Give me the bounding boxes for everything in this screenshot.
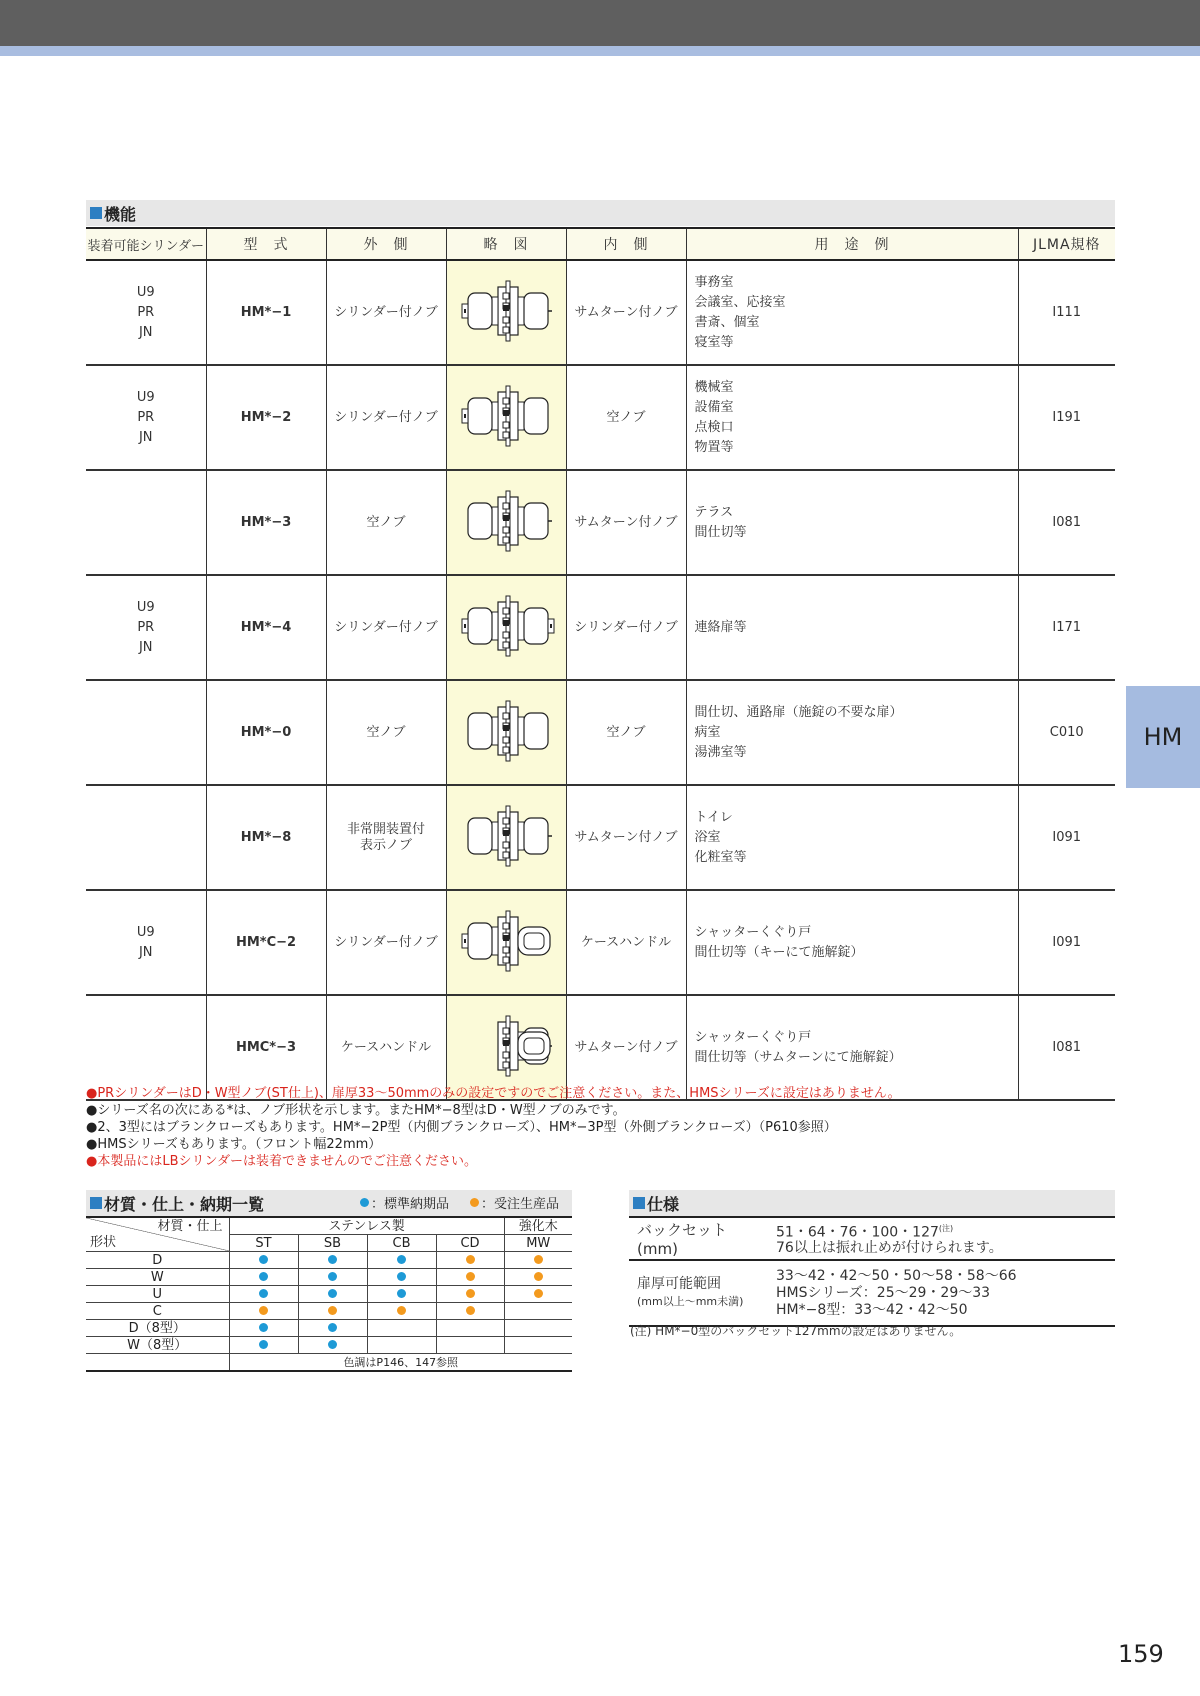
availability-cell xyxy=(504,1269,572,1286)
cylinder-cell xyxy=(86,575,206,680)
cylinder-cell xyxy=(86,260,206,365)
standard-dot-icon xyxy=(328,1323,337,1332)
standard-dot-icon xyxy=(360,1198,369,1207)
order-dot-icon xyxy=(466,1272,475,1281)
materials-row xyxy=(86,1286,572,1303)
order-dot-icon xyxy=(466,1289,475,1298)
shape-cell: U xyxy=(86,1286,229,1303)
notes-list xyxy=(86,1085,901,1170)
outside-text: シリンダー付ノブ xyxy=(334,304,438,320)
finish-column-header: CB xyxy=(367,1235,436,1252)
use-example: 点検口 xyxy=(694,419,734,435)
materials-row xyxy=(86,1320,572,1337)
availability-cell xyxy=(298,1252,367,1269)
availability-cell xyxy=(504,1337,572,1354)
availability-cell xyxy=(229,1252,298,1269)
section-index-label: HM xyxy=(1143,723,1183,751)
order-dot-icon xyxy=(470,1198,479,1207)
finish-column-header: SB xyxy=(298,1235,367,1252)
diagram-cell xyxy=(446,890,566,995)
note-item: ●本製品にはLBシリンダーは装着できませんのでご注意ください。 xyxy=(86,1154,477,1169)
standard-dot-icon xyxy=(259,1272,268,1281)
standard-dot-icon xyxy=(259,1340,268,1349)
uses-cell xyxy=(686,365,1018,470)
finish-column-header: MW xyxy=(504,1235,572,1252)
use-example: 機械室 xyxy=(694,379,734,395)
outside-text: 表示ノブ xyxy=(359,837,412,853)
availability-cell xyxy=(436,1286,504,1303)
use-example: 物置等 xyxy=(694,439,734,455)
function-row xyxy=(86,680,1115,785)
header-inside: 内 側 xyxy=(566,228,686,260)
uses-cell xyxy=(686,575,1018,680)
thickness-values: 33〜42・42〜50・50〜58・58〜66 HMSシリーズ：25〜29・29〜33 HM*−8型：33〜42・42〜50 xyxy=(772,1260,1115,1326)
model-cell: HM*−3 xyxy=(206,470,326,575)
availability-cell xyxy=(367,1303,436,1320)
standard-dot-icon xyxy=(328,1255,337,1264)
materials-table xyxy=(86,1216,572,1372)
inside-cell xyxy=(566,260,686,365)
function-table-header xyxy=(86,228,1115,260)
use-example: 間仕切等 xyxy=(694,524,747,540)
uses-cell xyxy=(686,890,1018,995)
availability-cell xyxy=(298,1269,367,1286)
use-example: テラス xyxy=(694,504,734,520)
materials-footer-row xyxy=(86,1354,572,1372)
lock-diagram-icon xyxy=(448,378,568,454)
top-banner-accent xyxy=(0,46,1200,56)
legend-order: ：受注生産品 xyxy=(470,1193,559,1212)
inside-text: サムターン付ノブ xyxy=(574,304,678,320)
note-item: ●HMSシリーズもあります。（フロント幅22mm） xyxy=(86,1137,382,1152)
jlma-cell: C010 xyxy=(1018,680,1115,785)
outside-cell xyxy=(326,260,446,365)
availability-cell xyxy=(436,1337,504,1354)
order-dot-icon xyxy=(534,1289,543,1298)
spec-note: (注) HM*−0型のバックセット127mmの設定はありません。 xyxy=(630,1324,962,1338)
inside-cell xyxy=(566,890,686,995)
use-example: 浴室 xyxy=(694,829,721,845)
standard-dot-icon xyxy=(397,1272,406,1281)
header-jlma: JLMA規格 xyxy=(1018,228,1115,260)
square-bullet-icon xyxy=(633,1197,645,1209)
inside-text: サムターン付ノブ xyxy=(574,829,678,845)
shape-cell: D（8型） xyxy=(86,1320,229,1337)
inside-cell xyxy=(566,680,686,785)
availability-cell xyxy=(504,1286,572,1303)
availability-cell xyxy=(367,1252,436,1269)
lock-diagram-icon xyxy=(448,693,568,769)
cylinder-type: U9 xyxy=(136,599,155,615)
use-example: 間仕切、通路扉（施錠の不要な扉） xyxy=(694,704,903,720)
order-dot-icon xyxy=(534,1272,543,1281)
availability-cell xyxy=(504,1303,572,1320)
materials-row xyxy=(86,1303,572,1320)
function-row xyxy=(86,365,1115,470)
header-diagram: 略 図 xyxy=(446,228,566,260)
use-example: 設備室 xyxy=(694,399,734,415)
uses-cell xyxy=(686,470,1018,575)
shape-cell: W（8型） xyxy=(86,1337,229,1354)
availability-cell xyxy=(298,1303,367,1320)
model-cell: HM*−8 xyxy=(206,785,326,890)
model-cell: HM*−4 xyxy=(206,575,326,680)
lock-diagram-icon xyxy=(448,1008,568,1084)
cylinder-type: PR xyxy=(137,304,155,320)
function-row xyxy=(86,260,1115,365)
cylinder-type: PR xyxy=(137,409,155,425)
outside-text: 空ノブ xyxy=(366,724,406,740)
inside-text: 空ノブ xyxy=(606,724,646,740)
corner-bottom-label: 形状 xyxy=(90,1235,117,1250)
availability-cell xyxy=(436,1269,504,1286)
cylinder-cell xyxy=(86,365,206,470)
empty-cell xyxy=(86,1354,229,1372)
model-cell: HM*−1 xyxy=(206,260,326,365)
lock-diagram-icon xyxy=(448,798,568,874)
cylinder-cell xyxy=(86,890,206,995)
outside-cell xyxy=(326,575,446,680)
inside-cell xyxy=(566,470,686,575)
inside-cell xyxy=(566,785,686,890)
materials-row xyxy=(86,1337,572,1354)
order-dot-icon xyxy=(259,1306,268,1315)
jlma-cell: I111 xyxy=(1018,260,1115,365)
spec-table xyxy=(629,1216,1115,1327)
availability-cell xyxy=(504,1320,572,1337)
inside-cell xyxy=(566,365,686,470)
availability-cell xyxy=(229,1303,298,1320)
use-example: 書斎、個室 xyxy=(694,314,760,330)
availability-cell xyxy=(229,1337,298,1354)
standard-dot-icon xyxy=(328,1289,337,1298)
uses-cell xyxy=(686,785,1018,890)
order-dot-icon xyxy=(466,1306,475,1315)
diagram-cell xyxy=(446,575,566,680)
shape-cell: D xyxy=(86,1252,229,1269)
jlma-cell: I091 xyxy=(1018,785,1115,890)
use-example: 事務室 xyxy=(694,274,734,290)
use-example: 湯沸室等 xyxy=(694,744,747,760)
header-outside: 外 側 xyxy=(326,228,446,260)
cylinder-type: JN xyxy=(138,429,153,445)
inside-cell xyxy=(566,575,686,680)
outside-cell xyxy=(326,785,446,890)
model-cell: HM*−0 xyxy=(206,680,326,785)
corner-cell xyxy=(86,1217,229,1252)
availability-cell xyxy=(367,1320,436,1337)
group-stainless-header: ステンレス製 xyxy=(229,1217,504,1235)
standard-dot-icon xyxy=(328,1340,337,1349)
lock-diagram-icon xyxy=(448,903,568,979)
materials-row xyxy=(86,1269,572,1286)
availability-cell xyxy=(436,1252,504,1269)
top-banner xyxy=(0,0,1200,46)
cylinder-type: U9 xyxy=(136,389,155,405)
availability-cell xyxy=(504,1252,572,1269)
use-example: 間仕切等（サムターンにて施解錠） xyxy=(694,1049,902,1065)
outside-cell xyxy=(326,890,446,995)
diagram-cell xyxy=(446,260,566,365)
materials-section-title: 材質・仕上・納期一覧 xyxy=(86,1190,572,1216)
cylinder-type: U9 xyxy=(136,924,155,940)
finish-column-header: ST xyxy=(229,1235,298,1252)
jlma-cell: I191 xyxy=(1018,365,1115,470)
inside-text: 空ノブ xyxy=(606,409,646,425)
note-item: ●シリーズ名の次にある*は、ノブ形状を示します。またHM*−8型はD・W型ノブのみです。 xyxy=(86,1103,626,1118)
note-item: ●PRシリンダーはD・W型ノブ(ST仕上)、扉厚33〜50mmのみの設定ですのでご注意ください。また、HMSシリーズに設定はありません。 xyxy=(86,1086,901,1101)
header-cylinder: 装着可能シリンダー xyxy=(86,228,206,260)
model-cell: HMC*−3 xyxy=(206,995,326,1100)
use-example: シャッターくぐり戸 xyxy=(694,1029,812,1045)
uses-cell xyxy=(686,260,1018,365)
standard-dot-icon xyxy=(328,1272,337,1281)
square-bullet-icon xyxy=(90,1197,102,1209)
backset-label: バックセット (mm) xyxy=(629,1217,772,1260)
model-cell: HM*C−2 xyxy=(206,890,326,995)
outside-text: 非常開装置付 xyxy=(346,821,425,837)
use-example: 病室 xyxy=(694,724,721,740)
cylinder-type: JN xyxy=(138,324,153,340)
outside-cell xyxy=(326,680,446,785)
use-example: 化粧室等 xyxy=(694,849,747,865)
cylinder-cell xyxy=(86,785,206,890)
section-index-tab xyxy=(1126,686,1200,788)
inside-text: ケースハンドル xyxy=(580,934,672,950)
cylinder-type: JN xyxy=(138,944,153,960)
jlma-cell: I091 xyxy=(1018,890,1115,995)
square-bullet-icon xyxy=(90,207,102,219)
diagram-cell xyxy=(446,470,566,575)
availability-cell xyxy=(229,1269,298,1286)
inside-text: サムターン付ノブ xyxy=(574,514,678,530)
header-model: 型 式 xyxy=(206,228,326,260)
corner-top-label: 材質・仕上 xyxy=(157,1219,223,1234)
uses-cell xyxy=(686,680,1018,785)
group-wood-header: 強化木 xyxy=(504,1217,572,1235)
outside-text: 空ノブ xyxy=(366,514,406,530)
color-reference-note: 色調はP146、147参照 xyxy=(229,1354,572,1372)
jlma-cell: I171 xyxy=(1018,575,1115,680)
availability-cell xyxy=(436,1303,504,1320)
note-item: ●2、3型にはブランクローズもあります。HM*−2P型（内側ブランクローズ）、HM*−3P型（外側ブランクローズ）（P610参照） xyxy=(86,1120,837,1135)
inside-text: サムターン付ノブ xyxy=(574,1039,678,1055)
cylinder-type: U9 xyxy=(136,284,155,300)
function-table xyxy=(86,227,1115,1101)
cylinder-type: PR xyxy=(137,619,155,635)
outside-text: シリンダー付ノブ xyxy=(334,619,438,635)
model-cell: HM*−2 xyxy=(206,365,326,470)
standard-dot-icon xyxy=(397,1289,406,1298)
materials-row xyxy=(86,1252,572,1269)
jlma-cell: I081 xyxy=(1018,470,1115,575)
diagram-cell xyxy=(446,365,566,470)
use-example: シャッターくぐり戸 xyxy=(694,924,812,940)
lock-diagram-icon xyxy=(448,273,568,349)
availability-cell xyxy=(436,1320,504,1337)
function-section-title: 機能 xyxy=(86,200,1115,226)
order-dot-icon xyxy=(397,1306,406,1315)
outside-cell xyxy=(326,470,446,575)
availability-cell xyxy=(298,1286,367,1303)
use-example: 間仕切等（キーにて施解錠） xyxy=(694,944,864,960)
use-example: 連絡扉等 xyxy=(694,619,747,635)
thickness-label: 扉厚可能範囲 (mm以上〜mm未満) xyxy=(629,1260,772,1326)
function-row xyxy=(86,785,1115,890)
shape-cell: W xyxy=(86,1269,229,1286)
availability-cell xyxy=(367,1286,436,1303)
outside-cell xyxy=(326,365,446,470)
standard-dot-icon xyxy=(259,1289,268,1298)
use-example: 寝室等 xyxy=(694,334,734,350)
cylinder-type: JN xyxy=(138,639,153,655)
backset-values: 51・64・76・100・$127^{(注)}$ 76以上は振れ止めが付けられます。 xyxy=(772,1217,1115,1260)
lock-diagram-icon xyxy=(448,483,568,559)
header-uses: 用 途 例 xyxy=(686,228,1018,260)
function-row xyxy=(86,890,1115,995)
shape-cell: C xyxy=(86,1303,229,1320)
availability-cell xyxy=(367,1269,436,1286)
availability-cell xyxy=(367,1337,436,1354)
availability-cell xyxy=(298,1337,367,1354)
availability-cell xyxy=(298,1320,367,1337)
availability-cell xyxy=(229,1286,298,1303)
function-row xyxy=(86,470,1115,575)
diagram-cell xyxy=(446,680,566,785)
backset-note-mark: (注) xyxy=(938,1223,954,1233)
function-row xyxy=(86,575,1115,680)
legend-standard: ：標準納期品 xyxy=(360,1193,449,1212)
order-dot-icon xyxy=(534,1255,543,1264)
outside-text: シリンダー付ノブ xyxy=(334,934,438,950)
backset-note: 76以上は振れ止めが付けられます。 xyxy=(776,1240,1003,1257)
diagram-cell xyxy=(446,785,566,890)
order-dot-icon xyxy=(328,1306,337,1315)
outside-text: ケースハンドル xyxy=(340,1039,432,1055)
lock-diagram-icon xyxy=(448,588,568,664)
standard-dot-icon xyxy=(397,1255,406,1264)
availability-cell xyxy=(229,1320,298,1337)
outside-text: シリンダー付ノブ xyxy=(334,409,438,425)
jlma-cell: I081 xyxy=(1018,995,1115,1100)
cylinder-cell xyxy=(86,680,206,785)
cylinder-cell xyxy=(86,470,206,575)
finish-column-header: CD xyxy=(436,1235,504,1252)
use-example: 会議室、応接室 xyxy=(694,294,786,310)
standard-dot-icon xyxy=(259,1255,268,1264)
inside-text: シリンダー付ノブ xyxy=(574,619,678,635)
order-dot-icon xyxy=(466,1255,475,1264)
standard-dot-icon xyxy=(259,1323,268,1332)
page-number: 159 xyxy=(1118,1640,1164,1668)
use-example: トイレ xyxy=(694,809,733,825)
spec-section-title: 仕様 xyxy=(629,1190,1115,1216)
